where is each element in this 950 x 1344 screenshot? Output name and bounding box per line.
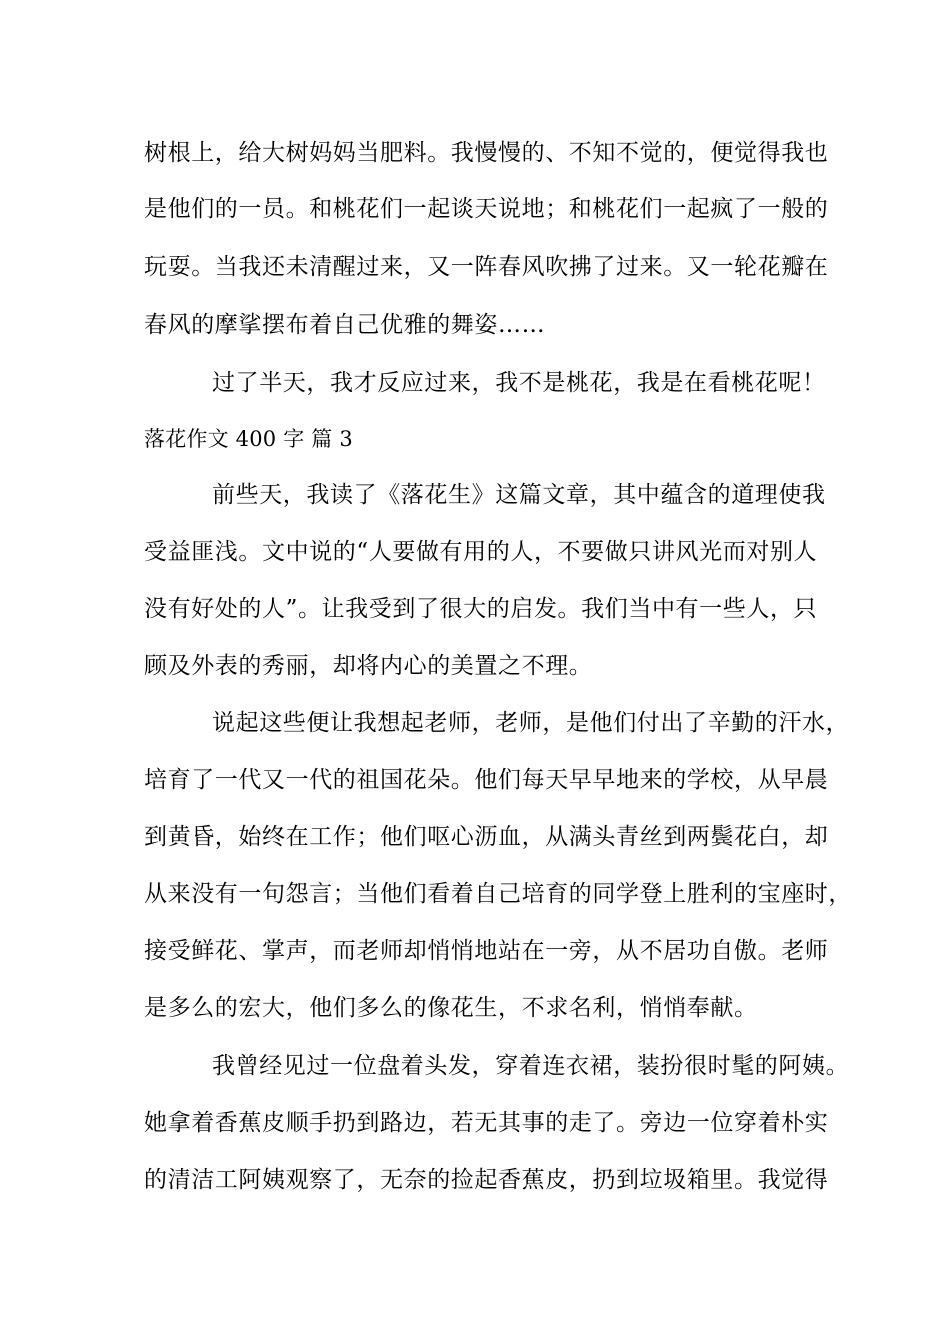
text-line: 到黄昏，始终在工作；他们呕心沥血，从满头青丝到两鬓花白，却 [144,824,829,850]
text-line: 是他们的一员。和桃花们一起谈天说地；和桃花们一起疯了一般的 [144,196,829,222]
paragraph-first-line: 过了半天，我才反应过来，我不是桃花，我是在看桃花呢！ [212,370,826,396]
text-line: 顾及外表的秀丽，却将内心的美置之不理。 [144,653,593,679]
paragraph-first-line: 前些天，我读了《落花生》这篇文章，其中蕴含的道理使我 [212,482,826,508]
text-line: 她拿着香蕉皮顺手扔到路边，若无其事的走了。旁边一位穿着朴实 [144,1110,829,1136]
section-heading: 落花作文 400 字 篇 3 [144,427,353,451]
text-line: 玩耍。当我还未清醒过来，又一阵春风吹拂了过来。又一轮花瓣在 [144,254,829,280]
paragraph-first-line: 我曾经见过一位盘着头发，穿着连衣裙，装扮很时髦的阿姨。 [212,1053,850,1079]
text-line: 的清洁工阿姨观察了，无奈的捡起香蕉皮，扔到垃圾箱里。我觉得 [144,1167,829,1193]
text-line: 春风的摩挲摆布着自己优雅的舞姿…… [144,312,546,338]
paragraph-first-line: 说起这些便让我想起老师，老师，是他们付出了辛勤的汗水， [212,710,850,736]
text-line: 是多么的宏大，他们多么的像花生，不求名利，悄悄奉献。 [144,995,758,1021]
text-line: 从来没有一句怨言；当他们看着自己培育的同学登上胜利的宝座时， [144,881,852,907]
text-line: 接受鲜花、掌声，而老师却悄悄地站在一旁，从不居功自傲。老师 [144,938,829,964]
text-line: 树根上，给大树妈妈当肥料。我慢慢的、不知不觉的，便觉得我也 [144,140,829,166]
text-line: 受益匪浅。文中说的“人要做有用的人，不要做只讲风光而对别人 [144,539,818,565]
text-line: 没有好处的人”。让我受到了很大的启发。我们当中有一些人，只 [144,596,818,622]
text-line: 培育了一代又一代的祖国花朵。他们每天早早地来的学校，从早晨 [144,767,829,793]
